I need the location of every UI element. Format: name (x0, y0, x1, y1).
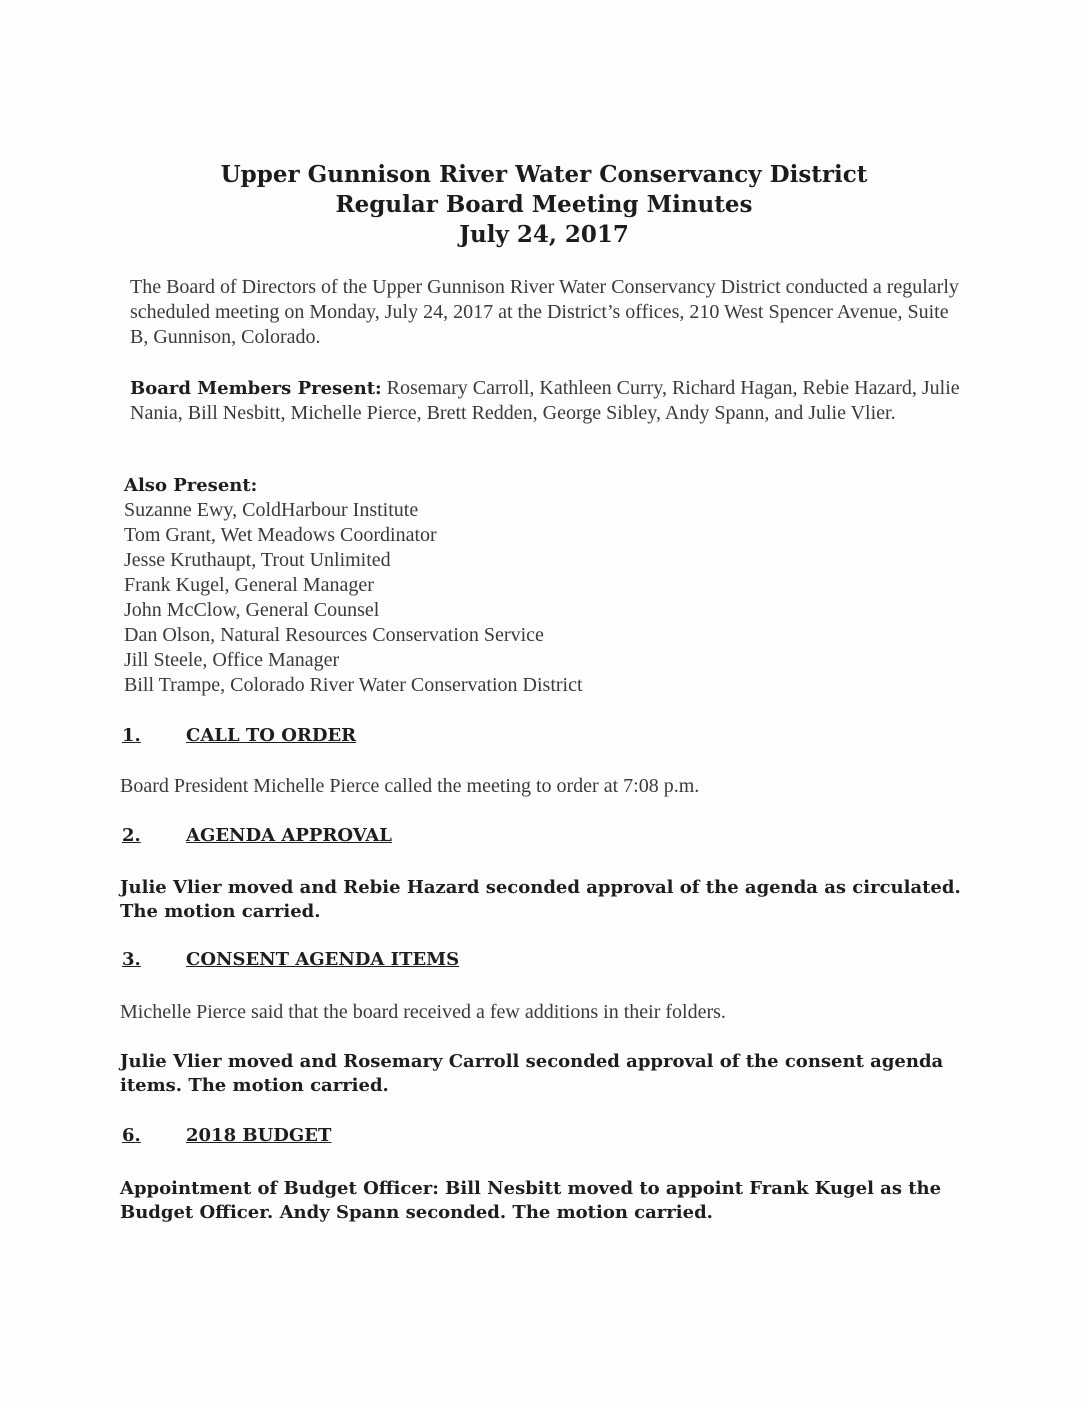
section-number: 2. (122, 825, 141, 846)
section-heading-agenda-approval (122, 824, 392, 848)
also-present-list (124, 473, 924, 698)
agenda-approval-motion: Julie Vlier moved and Rebie Hazard seconded approval of the agenda as circulated. The motion carried. (120, 877, 961, 922)
meeting-date: July 24, 2017 (459, 221, 629, 248)
section-title: CONSENT AGENDA ITEMS (186, 949, 460, 970)
section-title: AGENDA APPROVAL (186, 825, 392, 846)
list-item: John McClow, General Counsel (124, 599, 380, 621)
intro-paragraph: The Board of Directors of the Upper Gunnison River Water Conservancy District conducted a regularly scheduled meeting on Monday, July 24, 2017 at the District’s offices, 210 West Spencer Avenue, Suite B, Gunnison, Colorado. (130, 276, 959, 348)
document-header (0, 160, 1088, 250)
list-item: Dan Olson, Natural Resources Conservation Service (124, 624, 544, 646)
section-heading-2018-budget (122, 1124, 331, 1148)
section-number: 6. (122, 1125, 141, 1146)
list-item: Frank Kugel, General Manager (124, 574, 374, 596)
section-title: CALL TO ORDER (186, 725, 357, 746)
board-members-label: Board Members Present: (130, 378, 382, 399)
list-item: Bill Trampe, Colorado River Water Conservation District (124, 674, 583, 696)
list-item: Jill Steele, Office Manager (124, 649, 340, 671)
section-heading-call-to-order (122, 724, 356, 748)
section-number: 3. (122, 949, 141, 970)
board-members-names: Rosemary Carroll, Kathleen Curry, Richard Hagan, Rebie Hazard, Julie Nania, Bill Nesbitt, Michelle Pierce, Brett Redden, George Sibley, Andy Spann, and Julie Vlier. (130, 377, 960, 424)
list-item: Suzanne Ewy, ColdHarbour Institute (124, 499, 419, 521)
budget-officer-motion: Appointment of Budget Officer: Bill Nesbitt moved to appoint Frank Kugel as the Budget Officer. Andy Spann seconded. The motion carried. (120, 1178, 942, 1223)
call-to-order-text: Board President Michelle Pierce called the meeting to order at 7:08 p.m. (120, 775, 700, 797)
list-item: Jesse Kruthaupt, Trout Unlimited (124, 549, 391, 571)
board-members-paragraph (130, 376, 960, 426)
document-title: Regular Board Meeting Minutes (335, 191, 753, 218)
list-item: Tom Grant, Wet Meadows Coordinator (124, 524, 437, 546)
also-present-label: Also Present: (124, 475, 258, 496)
section-title: 2018 BUDGET (186, 1125, 332, 1146)
organization-title: Upper Gunnison River Water Conservancy District (220, 161, 868, 188)
consent-agenda-motion: Julie Vlier moved and Rosemary Carroll seconded approval of the consent agenda items. The motion carried. (120, 1051, 944, 1096)
section-heading-consent-agenda (122, 948, 459, 972)
section-number: 1. (122, 725, 141, 746)
consent-agenda-text: Michelle Pierce said that the board received a few additions in their folders. (120, 1001, 726, 1023)
